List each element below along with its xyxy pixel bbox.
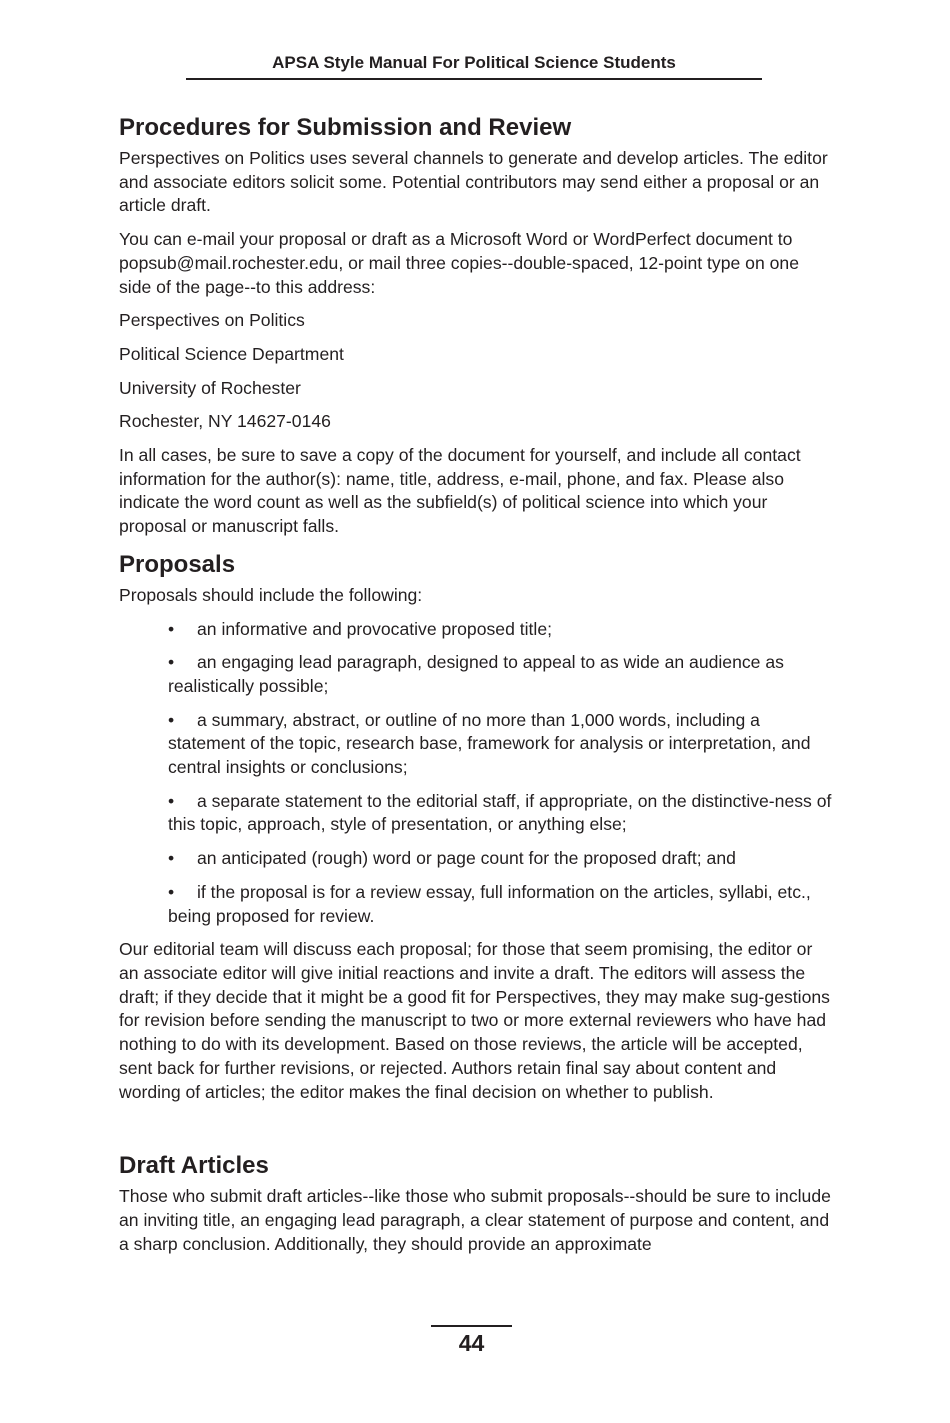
paragraph: You can e-mail your proposal or draft as a Microsoft Word or WordPerfect document to popsub@mail.rochester.edu, or mail three copies--double-spaced, 12-point type on one side of the page--to this address:: [119, 229, 799, 297]
bullet-icon: •: [168, 709, 175, 730]
address-line: Perspectives on Politics: [119, 310, 305, 331]
section-heading-proposals: Proposals: [119, 550, 236, 578]
paragraph: Proposals should include the following:: [119, 584, 423, 605]
address-line: University of Rochester: [119, 377, 301, 398]
list-item: [168, 651, 833, 698]
paragraph: In all cases, be sure to save a copy of the document for yourself, and include all contact information for the author(s): name, title, address, e-mail, phone, and fax. Please also indicate the word count as well as the subfield(s) of political science into which your proposal or manuscript falls.: [119, 445, 801, 537]
bullet-icon: •: [168, 618, 175, 639]
list-item-text: a separate statement to the editorial staff, if appropriate, on the distinctive-ness of this topic, approach, style of presentation, or anything else;: [168, 790, 832, 835]
paragraph: Our editorial team will discuss each proposal; for those that seem promising, the editor or an associate editor will give initial reactions and invite a draft. The editors will assess the draft; if they decide that it might be a good fit for Perspectives, they may make sug-gestions for revision before sending the manuscript to two or more external reviewers who have had nothing to do with its development. Based on those reviews, the article will be accepted, sent back for further revisions, or rejected. Authors retain final say about content and wording of articles; the editor makes the final decision on whether to publish.: [119, 939, 830, 1102]
paragraph: Perspectives on Politics uses several channels to generate and develop articles. The editor and associate editors solicit some. Potential contributors may send either a proposal or an article draft.: [119, 148, 828, 216]
footer-rule: [431, 1325, 512, 1327]
list-item-text: if the proposal is for a review essay, full information on the articles, syllabi, etc., being proposed for review.: [168, 881, 811, 926]
address-line: Rochester, NY 14627-0146: [119, 411, 331, 432]
list-item: [168, 847, 833, 871]
list-item-text: an anticipated (rough) word or page count for the proposed draft; and: [197, 848, 736, 869]
section-heading-draft-articles: Draft Articles: [119, 1152, 269, 1180]
bullet-icon: •: [168, 652, 175, 673]
address-line: Political Science Department: [119, 343, 344, 364]
section-spacer: [119, 1114, 833, 1150]
paragraph: Those who submit draft articles--like those who submit proposals--should be sure to include an inviting title, an engaging lead paragraph, a clear statement of purpose and content, and a sharp conclusion. Additionally, they should provide an approximate: [119, 1186, 831, 1254]
page-content: [119, 112, 833, 1266]
bullet-icon: •: [168, 790, 175, 811]
running-header: APSA Style Manual For Political Science Students: [186, 51, 762, 80]
list-item-text: a summary, abstract, or outline of no more than 1,000 words, including a statement of the topic, research base, framework for analysis or interpretation, and central insights or conclusions;: [168, 709, 811, 778]
bullet-icon: •: [168, 881, 175, 902]
list-item: [168, 618, 833, 642]
page-number: 44: [458, 1330, 485, 1356]
section-heading-submission: Procedures for Submission and Review: [119, 114, 572, 141]
list-item: [168, 881, 833, 928]
proposal-requirements-list: [119, 618, 833, 929]
list-item-text: an engaging lead paragraph, designed to appeal to as wide an audience as realistically possible;: [168, 652, 784, 696]
list-item: [168, 709, 833, 780]
list-item-text: an informative and provocative proposed title;: [197, 618, 553, 639]
list-item: [168, 790, 833, 837]
bullet-icon: •: [168, 848, 175, 869]
